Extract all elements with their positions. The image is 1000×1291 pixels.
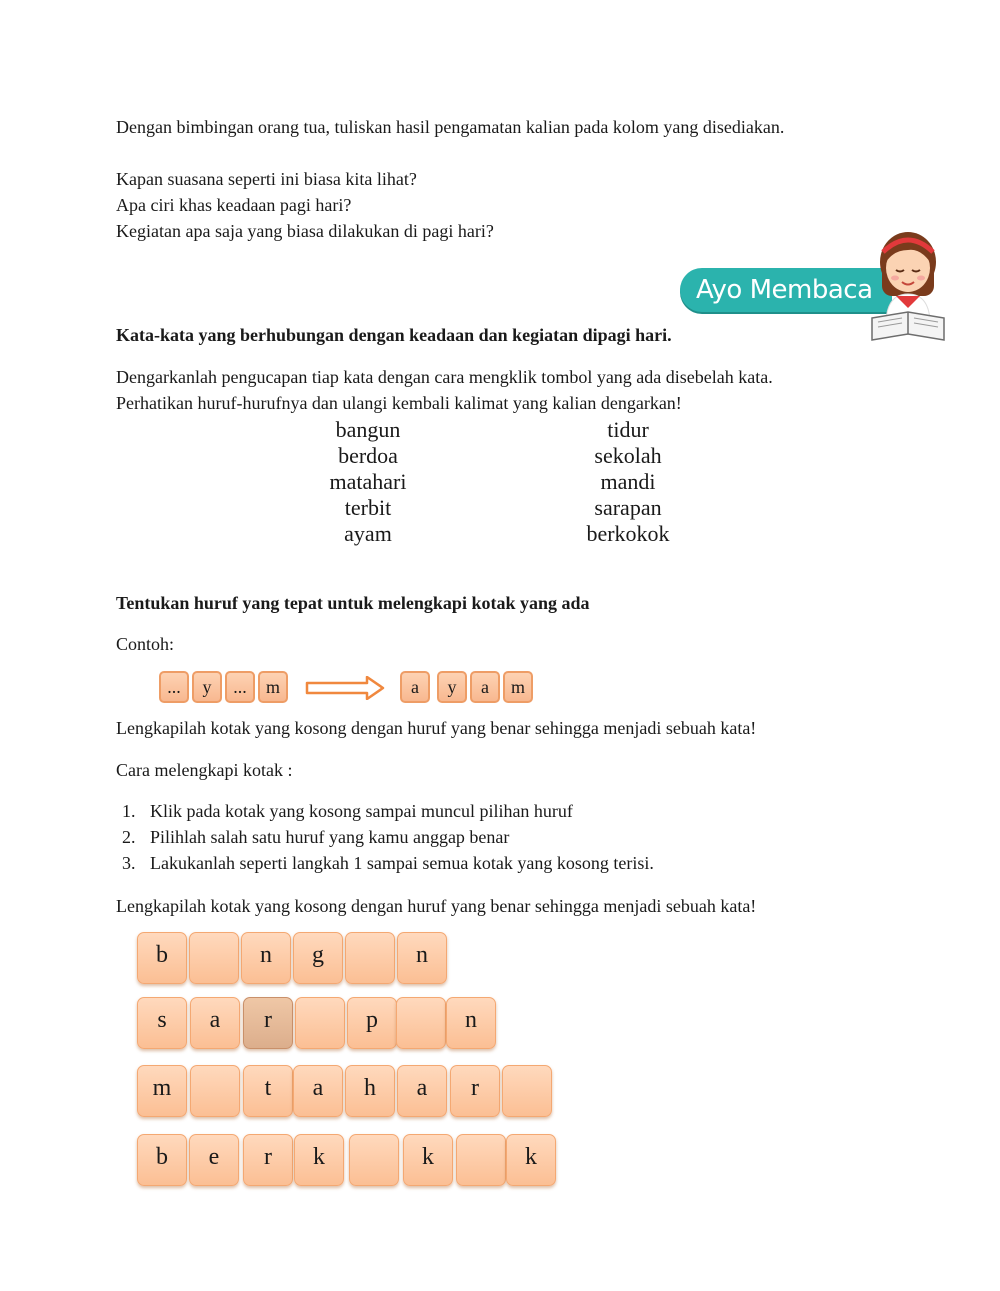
tile-letter: r <box>264 1144 272 1170</box>
example-tile: a <box>400 671 430 703</box>
tile-letter: t <box>264 1075 272 1101</box>
arrow-right-icon <box>305 676 385 700</box>
tile-letter: p <box>366 1007 378 1033</box>
word-right[interactable]: berkokok <box>586 521 670 546</box>
reading-instruction-2: Perhatikan huruf-hurufnya dan ulangi kembali kalimat yang kalian dengarkan! <box>116 393 682 413</box>
step-text: Pilihlah salah satu huruf yang kamu anggap benar <box>150 827 510 847</box>
letter-tile[interactable] <box>137 997 187 1049</box>
empty-tile[interactable] <box>349 1134 399 1186</box>
example-tile: ... <box>225 671 255 703</box>
method-label: Cara melengkapi kotak : <box>116 760 293 780</box>
example-tile: ... <box>159 671 189 703</box>
empty-tile[interactable] <box>502 1065 552 1117</box>
tile-letter: r <box>264 1007 272 1033</box>
exercise-instruction-1: Lengkapilah kotak yang kosong dengan huruf yang benar sehingga menjadi sebuah kata! <box>116 718 757 738</box>
example-tile: a <box>470 671 500 703</box>
tile-letter: k <box>313 1144 325 1170</box>
letter-tile-selected[interactable] <box>243 997 293 1049</box>
letter-tile[interactable] <box>450 1065 500 1117</box>
ayo-membaca-label: Ayo Membaca <box>696 275 873 305</box>
step-item <box>116 850 654 876</box>
question-2: Apa ciri khas keadaan pagi hari? <box>116 195 352 215</box>
letter-tile[interactable] <box>137 1065 187 1117</box>
empty-tile[interactable] <box>190 1065 240 1117</box>
letter-tile[interactable] <box>403 1134 453 1186</box>
word-left[interactable]: terbit <box>344 495 392 520</box>
word-right[interactable]: tidur <box>607 417 649 442</box>
tile-letter: k <box>525 1144 537 1170</box>
letter-tile[interactable] <box>241 932 291 984</box>
letter-tile[interactable] <box>137 932 187 984</box>
letter-tile[interactable] <box>446 997 496 1049</box>
empty-tile[interactable] <box>189 932 239 984</box>
intro-instruction: Dengan bimbingan orang tua, tuliskan hasil pengamatan kalian pada kolom yang disediakan. <box>116 117 785 137</box>
letter-tile[interactable] <box>397 1065 447 1117</box>
step-number: 3. <box>122 853 136 873</box>
empty-tile[interactable] <box>345 932 395 984</box>
letter-tile[interactable] <box>189 1134 239 1186</box>
tile-letter: n <box>260 942 272 968</box>
exercise-instruction-2: Lengkapilah kotak yang kosong dengan huruf yang benar sehingga menjadi sebuah kata! <box>116 896 757 916</box>
word-left[interactable]: ayam <box>344 521 392 546</box>
word-right[interactable]: mandi <box>600 469 656 494</box>
question-1: Kapan suasana seperti ini biasa kita lihat? <box>116 169 417 189</box>
letter-tile[interactable] <box>347 997 397 1049</box>
tile-letter: b <box>156 942 168 968</box>
tile-letter: a <box>312 1075 324 1101</box>
letter-tile[interactable] <box>243 1065 293 1117</box>
example-label: Contoh: <box>116 634 175 654</box>
reading-instruction-1: Dengarkanlah pengucapan tiap kata dengan cara mengklik tombol yang ada disebelah kata. <box>116 367 773 387</box>
letter-tile[interactable] <box>293 1065 343 1117</box>
reading-heading: Kata-kata yang berhubungan dengan keadaan dan kegiatan dipagi hari. <box>116 325 672 345</box>
example-tile: m <box>503 671 533 703</box>
example-tile: y <box>437 671 467 703</box>
tile-letter: g <box>312 942 324 968</box>
step-item <box>116 798 654 824</box>
tile-letter: a <box>416 1075 428 1101</box>
example-tile: m <box>258 671 288 703</box>
tile-letter: r <box>471 1075 479 1101</box>
word-left[interactable]: bangun <box>335 417 401 442</box>
reading-girl-icon <box>868 222 948 344</box>
step-item <box>116 824 654 850</box>
question-3: Kegiatan apa saja yang biasa dilakukan di pagi hari? <box>116 221 494 241</box>
tile-letter: h <box>364 1075 376 1101</box>
empty-tile[interactable] <box>295 997 345 1049</box>
letter-tile[interactable] <box>506 1134 556 1186</box>
letter-tile[interactable] <box>293 932 343 984</box>
step-number: 1. <box>122 801 136 821</box>
exercise-heading: Tentukan huruf yang tepat untuk melengkapi kotak yang ada <box>116 593 590 613</box>
empty-tile[interactable] <box>456 1134 506 1186</box>
tile-letter: e <box>208 1144 220 1170</box>
letter-tile[interactable] <box>294 1134 344 1186</box>
word-left[interactable]: matahari <box>329 469 407 494</box>
letter-tile[interactable] <box>190 997 240 1049</box>
tile-letter: s <box>157 1007 167 1033</box>
tile-letter: n <box>416 942 428 968</box>
letter-tile[interactable] <box>243 1134 293 1186</box>
step-number: 2. <box>122 827 136 847</box>
letter-tile[interactable] <box>137 1134 187 1186</box>
letter-tile[interactable] <box>345 1065 395 1117</box>
word-right[interactable]: sekolah <box>594 443 662 468</box>
word-right[interactable]: sarapan <box>594 495 662 520</box>
empty-tile[interactable] <box>396 997 446 1049</box>
tile-letter: m <box>152 1075 172 1101</box>
tile-letter: b <box>156 1144 168 1170</box>
step-text: Klik pada kotak yang kosong sampai muncul pilihan huruf <box>150 801 573 821</box>
step-text: Lakukanlah seperti langkah 1 sampai semua kotak yang kosong terisi. <box>150 853 654 873</box>
tile-letter: n <box>465 1007 477 1033</box>
steps-list <box>116 798 654 876</box>
letter-tile[interactable] <box>397 932 447 984</box>
example-tile: y <box>192 671 222 703</box>
tile-letter: k <box>422 1144 434 1170</box>
word-left[interactable]: berdoa <box>338 443 398 468</box>
tile-letter: a <box>209 1007 221 1033</box>
